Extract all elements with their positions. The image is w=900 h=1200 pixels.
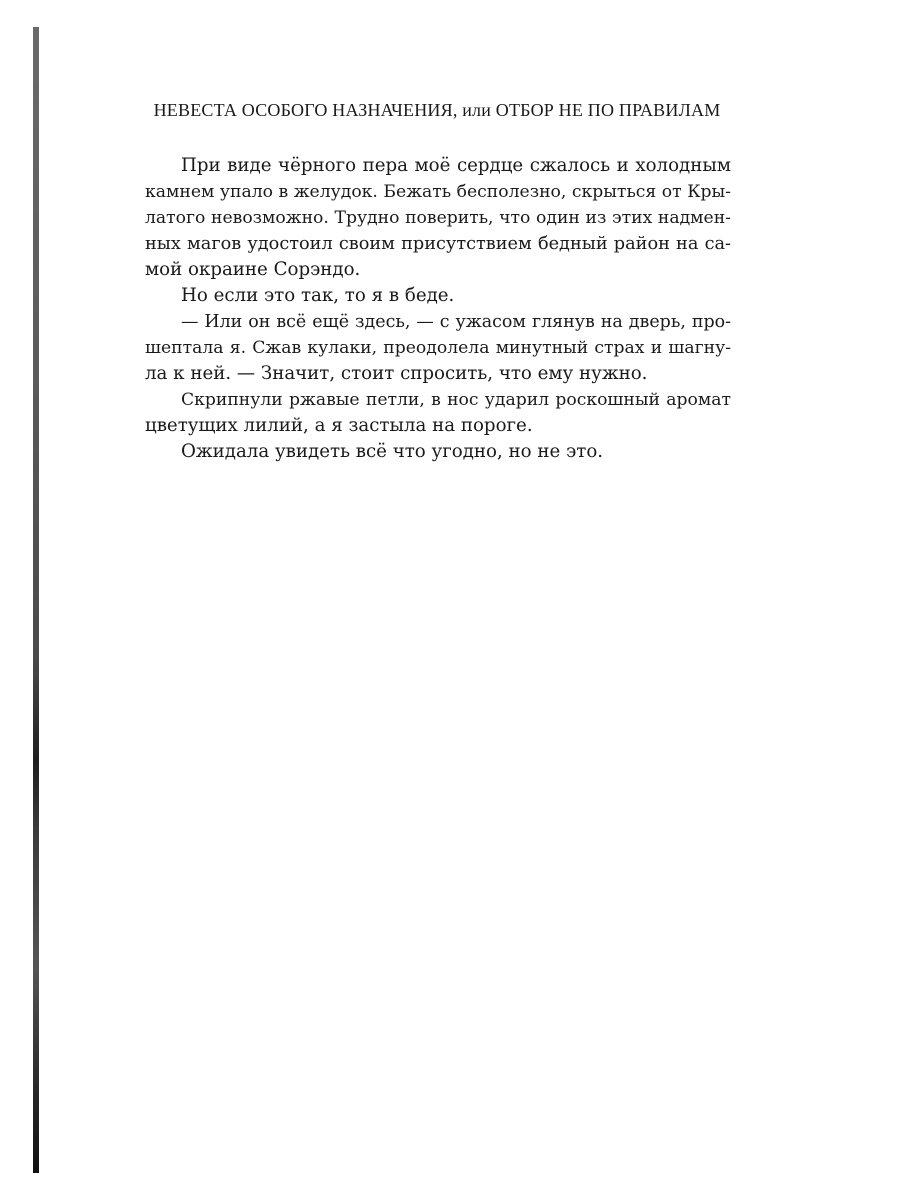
body-text bbox=[145, 153, 731, 465]
text-line: Но если это так, то я в беде. bbox=[181, 285, 455, 306]
page-binding-edge bbox=[33, 27, 39, 1173]
text-line: — Или он всё ещё здесь, — с ужасом глянув на дверь, про- bbox=[181, 312, 731, 332]
text-line: мой окраине Сорэндо. bbox=[145, 259, 361, 280]
text-line: латого невозможно. Трудно поверить, что один из этих надмен- bbox=[145, 208, 731, 228]
text-line: Скрипнули ржавые петли, в нос ударил роскошный аромат bbox=[181, 390, 731, 410]
text-line: ла к ней. — Значит, стоит спросить, что ему нужно. bbox=[145, 363, 648, 384]
text-line: При виде чёрного пера моё сердце сжалось и холодным bbox=[181, 155, 731, 176]
text-line: ных магов удостоил своим присутствием бедный район на са- bbox=[145, 234, 731, 254]
running-head: НЕВЕСТА ОСОБОГО НАЗНАЧЕНИЯ, или ОТБОР НЕ ПО ПРАВИЛАМ bbox=[153, 100, 721, 120]
text-line: Ожидала увидеть всё что угодно, но не это. bbox=[181, 441, 604, 462]
text-line: цветущих лилий, а я застыла на пороге. bbox=[145, 415, 533, 436]
text-line: шептала я. Сжав кулаки, преодолела минутный страх и шагну- bbox=[145, 338, 731, 358]
text-line: камнем упало в желудок. Бежать бесполезно, скрыться от Кры- bbox=[145, 182, 731, 202]
